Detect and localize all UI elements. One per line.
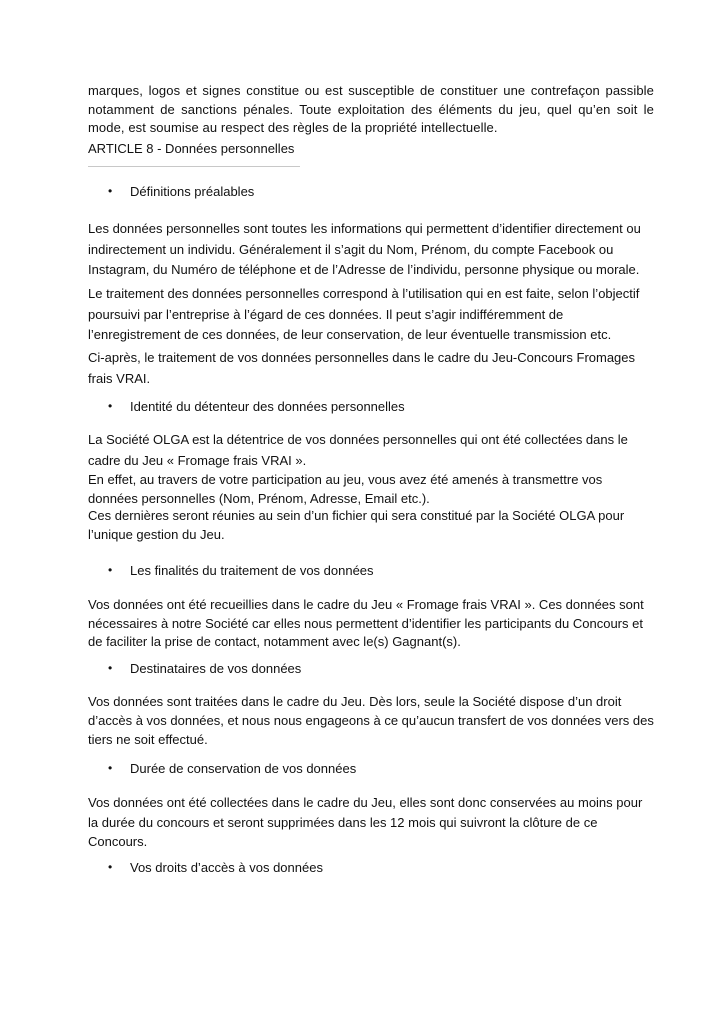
section-heading <box>88 183 654 201</box>
section-heading-text: Identité du détenteur des données personnelles <box>130 399 405 414</box>
section-heading <box>88 660 654 678</box>
bullet-icon: • <box>108 399 113 413</box>
bullet-icon: • <box>108 761 113 775</box>
article-title: ARTICLE 8 - Données personnelles <box>88 140 295 156</box>
paragraph-text: Ces dernières seront réunies au sein d’un fichier qui sera constitué par la Société OLGA pour l’unique gestion du Jeu. <box>88 508 625 542</box>
paragraph-text: Vos données sont traitées dans le cadre du Jeu. Dès lors, seule la Société dispose d’un droit d’accès à vos données, et nous nous engageons à ce qu’aucun transfert de vos données vers des tiers ne soit effectué. <box>88 694 654 747</box>
paragraph-text: Ci-après, le traitement de vos données personnelles dans le cadre du Jeu-Concours Fromages frais VRAI. <box>88 350 636 386</box>
paragraph <box>88 348 654 389</box>
section-heading <box>88 760 654 778</box>
section-heading <box>88 398 654 416</box>
paragraph <box>88 596 654 652</box>
section-recipients <box>88 660 654 678</box>
intro-paragraph: marques, logos et signes constitue ou est susceptible de constituer une contrefaçon passible notamment de sanctions pénales. Toute exploitation des éléments du jeu, quel qu’en soit le mode, est soumise au respect des règles de la propriété intellectuelle. <box>88 83 654 135</box>
paragraph-text: Vos données ont été collectées dans le cadre du Jeu, elles sont donc conservées au moins pour la durée du concours et seront supprimées dans les 12 mois qui suivront la clôture de ce Concours. <box>88 795 643 849</box>
section-heading-text: Durée de conservation de vos données <box>130 761 357 776</box>
bullet-icon: • <box>108 860 113 874</box>
section-heading-text: Les finalités du traitement de vos données <box>130 563 374 578</box>
title-divider <box>88 166 300 167</box>
section-heading-text: Définitions préalables <box>130 184 255 199</box>
document-page <box>88 82 654 167</box>
paragraph-text: Le traitement des données personnelles correspond à l’utilisation qui en est faite, selon l’objectif poursuivi par l’entreprise à l’égard de ces données. Il peut s’agir indifféremment de l’enregistrement de ces données, de leur conservation, de leur éventuelle transmission etc. <box>88 286 640 342</box>
paragraph-text: Les données personnelles sont toutes les informations qui permettent d’identifier directement ou indirectement un individu. Généralement il s’agit du Nom, Prénom, du compte Facebook ou Instagram, du Numéro de téléphone et de l’Adresse de l’individu, personne physique ou morale. <box>88 221 641 277</box>
paragraph-text: Vos données ont été recueillies dans le cadre du Jeu « Fromage frais VRAI ». Ces données sont nécessaires à notre Société car elles nous permettent d’identifier les participants du Concours et de faciliter la prise de contact, notamment avec le(s) Gagnant(s). <box>88 597 644 649</box>
section-access-rights <box>88 859 654 877</box>
paragraph <box>88 692 654 749</box>
section-purposes <box>88 562 654 580</box>
section-heading-text: Destinataires de vos données <box>130 661 302 676</box>
paragraph <box>88 219 654 281</box>
paragraph-text: La Société OLGA est la détentrice de vos données personnelles qui ont été collectées dans le cadre du Jeu « Fromage frais VRAI ». <box>88 432 628 468</box>
section-identity <box>88 398 654 416</box>
paragraph <box>88 793 654 852</box>
section-heading-text: Vos droits d’accès à vos données <box>130 860 323 875</box>
paragraph-text: En effet, au travers de votre participation au jeu, vous avez été amenés à transmettre vos données personnelles (Nom, Prénom, Adresse, Email etc.). <box>88 472 603 506</box>
paragraph <box>88 430 654 471</box>
section-heading <box>88 562 654 580</box>
section-retention <box>88 760 654 778</box>
paragraph <box>88 507 654 544</box>
bullet-icon: • <box>108 563 113 577</box>
paragraph <box>88 284 654 346</box>
section-definitions <box>88 183 654 201</box>
bullet-icon: • <box>108 184 113 198</box>
section-heading <box>88 859 654 877</box>
bullet-icon: • <box>108 661 113 675</box>
paragraph <box>88 471 654 508</box>
